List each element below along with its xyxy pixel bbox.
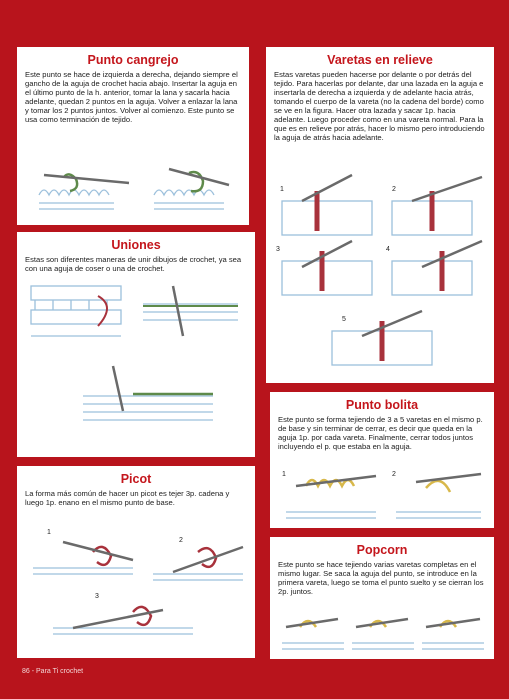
picot-illustration bbox=[23, 512, 249, 654]
panel-punto-cangrejo bbox=[17, 47, 249, 225]
punto-cangrejo-illustration bbox=[29, 155, 239, 221]
section-title: Varetas en relieve bbox=[327, 53, 433, 67]
uniones-illustration bbox=[23, 276, 249, 452]
popcorn-illustration bbox=[276, 603, 488, 655]
section-title: Punto cangrejo bbox=[87, 53, 179, 67]
panel-picot bbox=[17, 466, 255, 658]
punto-bolita-illustration bbox=[276, 462, 488, 524]
panel-uniones bbox=[17, 232, 255, 457]
step-number: 2 bbox=[179, 537, 183, 544]
step-number: 4 bbox=[386, 246, 390, 253]
step-number: 5 bbox=[342, 316, 346, 323]
panel-popcorn bbox=[270, 537, 494, 659]
panel-varetas-en-relieve bbox=[266, 47, 494, 383]
section-title: Punto bolita bbox=[345, 398, 419, 412]
varetas-en-relieve-illustration bbox=[272, 171, 488, 377]
step-number: 3 bbox=[276, 246, 280, 253]
step-number: 3 bbox=[95, 593, 99, 600]
page-footer: 86 - Para Ti crochet bbox=[22, 668, 84, 675]
section-text: Este punto se hace tejiendo varias varetas completas en el mismo lugar. Se saca la aguja del punto, se introduce en la primera vareta, luego se toma el punto suelto y se cierran los 2p. juntos. bbox=[278, 560, 484, 596]
step-number: 1 bbox=[47, 529, 51, 536]
step-number: 2 bbox=[392, 186, 396, 193]
step-number: 2 bbox=[392, 471, 396, 478]
section-title: Uniones bbox=[111, 238, 161, 252]
section-text: Estas varetas pueden hacerse por delante o por detrás del tejido. Para hacerlas por delante, dar una lazada en la aguja e insertarla de derecha a izquierda y de adelante hacia atrás, tomando el cuerpo de la vareta (no la cadena del borde) como se ve en la figura. Hacer otra lazada y sacar 1p. hacia adelante. Luego proceder como en una vareta normal. Para la que es en relieve por atrás, hacer lo mismo pero introduciendo la aguja de atrás hacia adelante. bbox=[274, 70, 485, 142]
section-title: Picot bbox=[120, 472, 152, 486]
section-text: La forma más común de hacer un picot es tejer 3p. cadena y luego 1p. enano en el mismo punto de base. bbox=[25, 489, 230, 507]
section-text: Este punto se hace de izquierda a derecha, dejando siempre el gancho de la aguja de crochet hacia abajo. Insertar la aguja en el último punto de la h. anterior, tomar la lana y sacarla hacia adelante, quedan 2 puntos en la aguja. Volver a enlazar la lana y tomar los 2 puntos juntos. Volver al comienzo. Este punto se usa como terminación de tejido. bbox=[25, 70, 238, 124]
section-text: Este punto se forma tejiendo de 3 a 5 varetas en el mismo p. de base y sin terminar de cerrar, es decir que queda en la aguja 1p. por cada vareta. Finalmente, cerrar todos juntos incluyendo el p. que estaba en la aguja. bbox=[278, 415, 483, 451]
step-number: 1 bbox=[280, 186, 284, 193]
step-number: 1 bbox=[282, 471, 286, 478]
section-title: Popcorn bbox=[356, 543, 408, 557]
panel-punto-bolita bbox=[270, 392, 494, 528]
section-text: Estas son diferentes maneras de unir dibujos de crochet, ya sea con una aguja de coser o una de crochet. bbox=[25, 255, 242, 273]
